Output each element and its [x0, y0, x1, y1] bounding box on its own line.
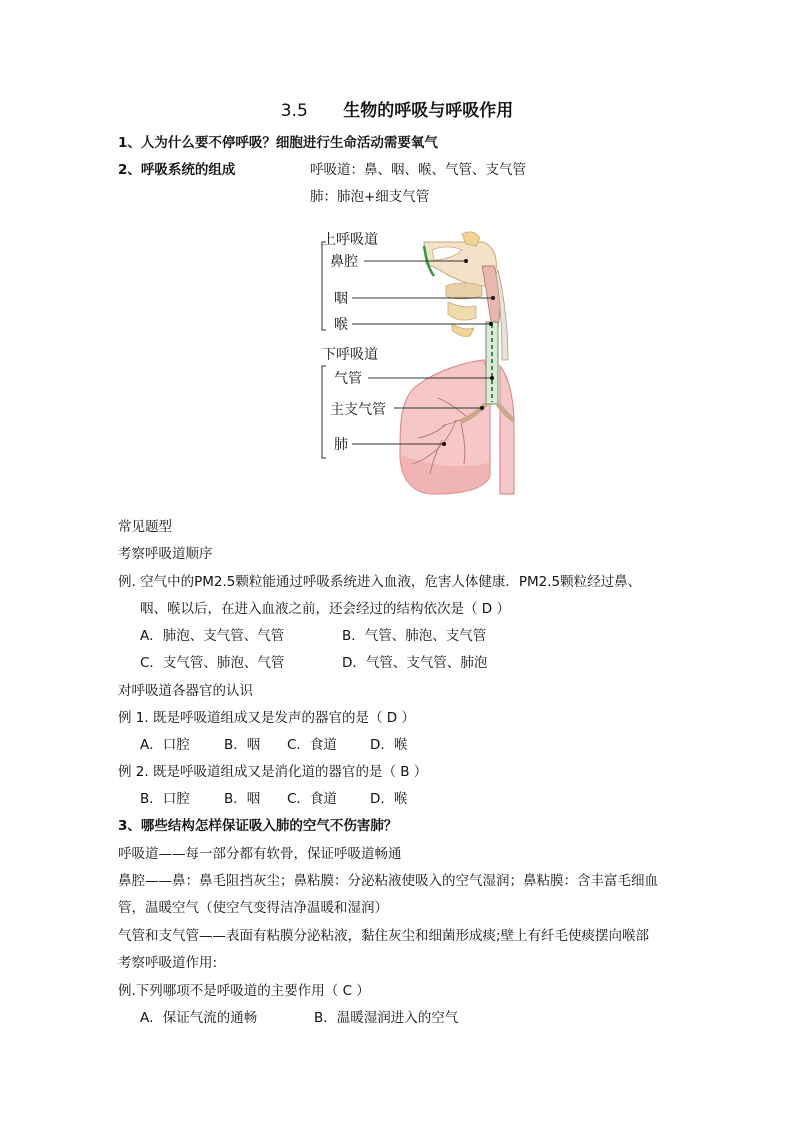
question-3: 3、哪些结构怎样保证吸入肺的空气不伤害肺？	[118, 818, 398, 834]
example-2-option: A．口腔	[140, 737, 190, 753]
page-title	[0, 96, 794, 121]
example-4-option-b: B．温暖湿润进入的空气	[314, 1010, 459, 1026]
label-lung: 肺	[334, 437, 348, 453]
example-2-stem: 例 1. 既是呼吸道组成又是发声的器官的是（ D ）	[118, 710, 415, 726]
nasal-note-line2: 管，温暖空气（使空气变得洁净温暖和湿润）	[118, 900, 388, 916]
section-organs: 对呼吸道各器官的认识	[118, 683, 253, 699]
example-1-option-b: B．气管、肺泡、支气管	[342, 628, 487, 644]
section-tract-order: 考察呼吸道顺序	[118, 546, 213, 562]
trachea-note: 气管和支气管——表面有粘膜分泌粘液，黏住灰尘和细菌形成痰;壁上有纤毛使痰摆向喉部	[118, 928, 650, 944]
label-pharynx: 咽	[334, 291, 348, 307]
example-2-option: D．喉	[370, 737, 408, 753]
title-text: 生物的呼吸与呼吸作用	[343, 101, 514, 121]
label-main-bronchus: 主支气管	[330, 402, 386, 418]
section-tract-function: 考察呼吸道作用:	[118, 955, 218, 971]
example-3-option: D．喉	[370, 791, 408, 807]
respiratory-tract-composition: 呼吸道：鼻、咽、喉、气管、支气管	[310, 162, 526, 178]
label-lower-respiratory-tract: 下呼吸道	[322, 347, 378, 363]
nasal-note-line1: 鼻腔——鼻：鼻毛阻挡灰尘；鼻粘膜：分泌粘液使吸入的空气湿润；鼻粘膜：含丰富毛细血	[118, 873, 658, 889]
example-1-option-c: C．支气管、肺泡、气管	[140, 655, 285, 671]
example-3-option: B．咽	[224, 791, 261, 807]
section-common-questions: 常见题型	[118, 519, 172, 535]
label-upper-respiratory-tract: 上呼吸道	[322, 232, 378, 248]
example-3-stem: 例 2. 既是呼吸道组成又是消化道的器官的是（ B ）	[118, 764, 428, 780]
example-3-option: B．口腔	[140, 791, 190, 807]
question-2-heading: 2、呼吸系统的组成	[118, 162, 236, 178]
title-number: 3.5	[280, 101, 308, 121]
example-2-option: B．咽	[224, 737, 261, 753]
respiratory-system-diagram	[316, 226, 516, 498]
example-1-option-a: A．肺泡、支气管、气管	[140, 628, 285, 644]
label-nasal-cavity: 鼻腔	[330, 254, 358, 270]
example-3-option: C．食道	[287, 791, 337, 807]
example-1-stem-line2: 咽、喉以后，在进入血液之前，还会经过的结构依次是（ D ）	[140, 601, 510, 617]
example-2-option: C．食道	[287, 737, 337, 753]
label-larynx: 喉	[334, 317, 348, 333]
example-4-option-a: A．保证气流的通畅	[140, 1010, 258, 1026]
example-1-option-d: D．气管、支气管、肺泡	[342, 655, 488, 671]
tract-note: 呼吸道——每一部分都有软骨，保证呼吸道畅通	[118, 846, 402, 862]
example-4-stem: 例.下列哪项不是呼吸道的主要作用（ C ）	[118, 983, 370, 999]
label-trachea: 气管	[334, 371, 362, 387]
lung-composition: 肺：肺泡+细支气管	[310, 189, 430, 205]
question-1: 1、人为什么要不停呼吸？细胞进行生命活动需要氧气	[118, 135, 438, 151]
example-1-stem-line1: 例. 空气中的PM2.5颗粒能通过呼吸系统进入血液，危害人体健康．PM2.5颗粒经过鼻、	[118, 574, 642, 590]
